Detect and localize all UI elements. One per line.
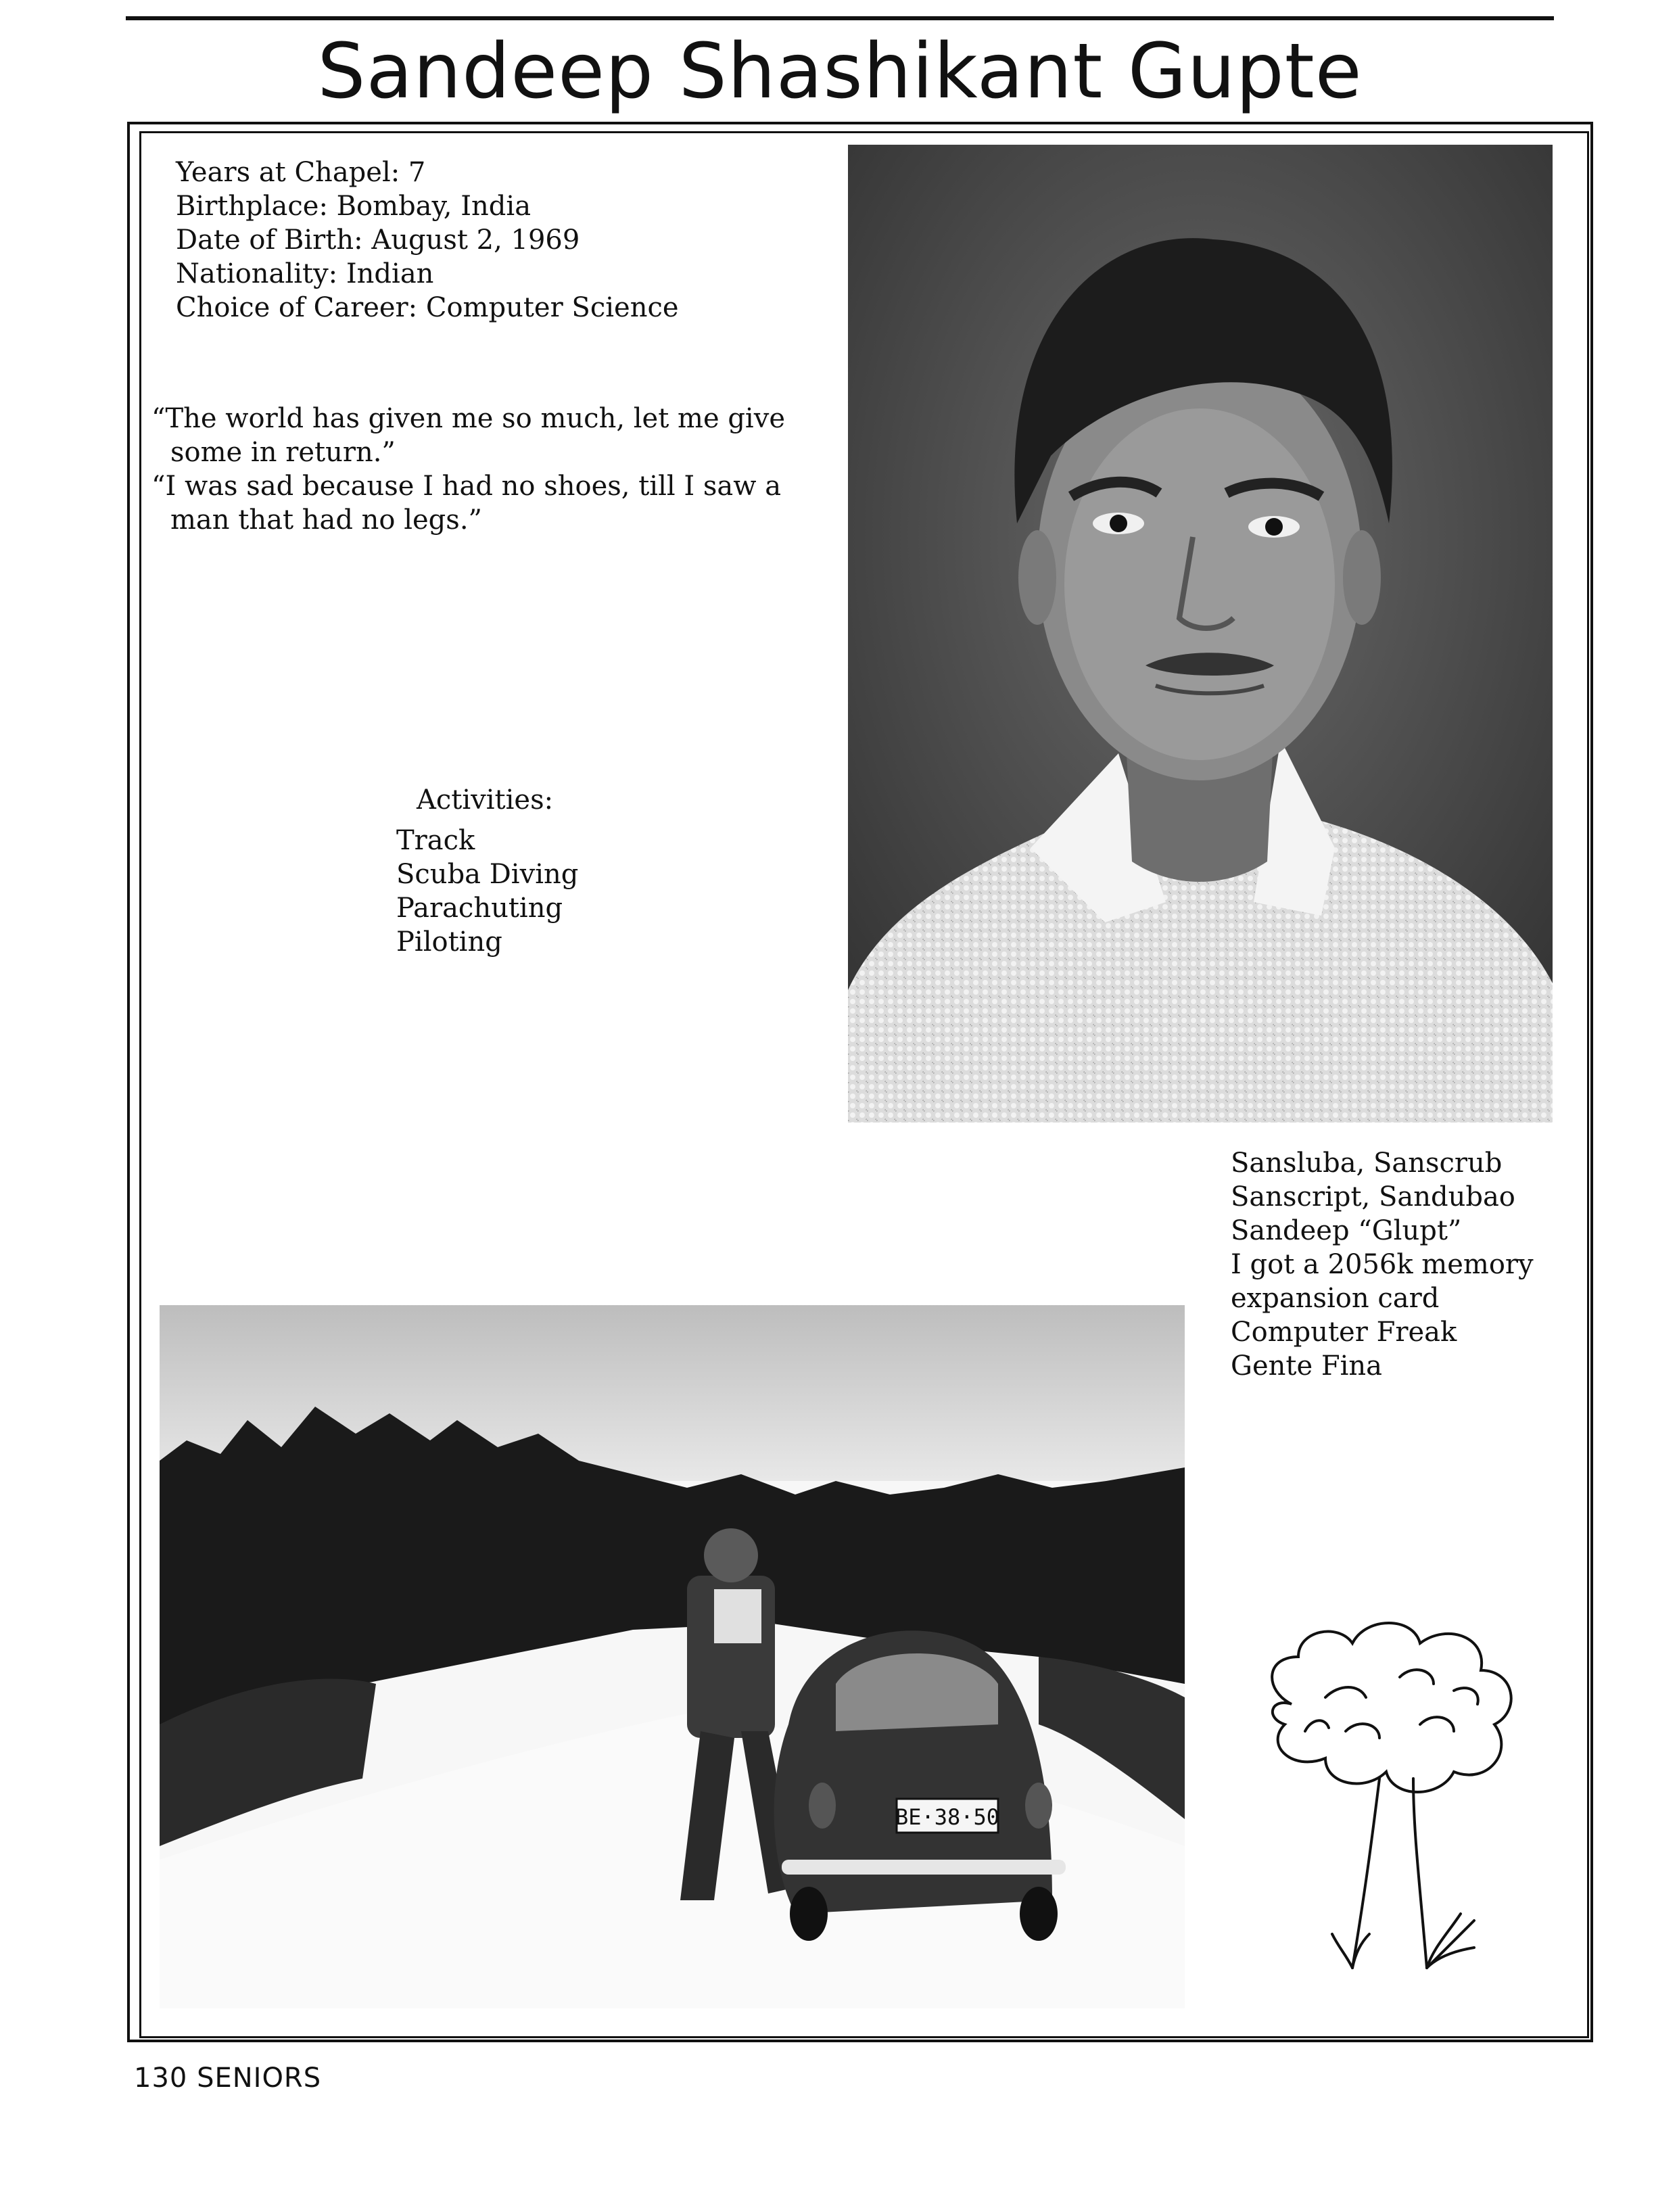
bio-years: Years at Chapel: 7	[176, 157, 426, 188]
page-title: Sandeep Shashikant Gupte	[317, 28, 1363, 116]
nicknames	[1231, 1146, 1534, 1383]
activities-heading: Activities:	[417, 784, 554, 816]
activity-item: Track	[396, 825, 475, 856]
nickname-line: expansion card	[1231, 1283, 1440, 1314]
activity-item: Piloting	[396, 926, 502, 958]
bio-career: Choice of Career: Computer Science	[176, 292, 679, 323]
nickname-line: I got a 2056k memory	[1231, 1249, 1534, 1280]
activities	[396, 783, 578, 959]
page-footer: 130 SENIORS	[134, 2063, 322, 2094]
license-plate: BE·38·50	[895, 1804, 1000, 1830]
nickname-line: Sandeep “Glupt”	[1231, 1215, 1462, 1246]
activity-item: Parachuting	[396, 893, 563, 924]
quote-2: “I was sad because I had no shoes, till I saw a man that had no legs.”	[151, 471, 782, 536]
bio-facts	[176, 156, 679, 325]
bio-birthplace: Birthplace: Bombay, India	[176, 191, 532, 222]
bio-date-of-birth: Date of Birth: August 2, 1969	[176, 225, 580, 256]
nickname-line: Sansluba, Sanscrub	[1231, 1148, 1503, 1179]
snow-car-photo	[160, 1305, 1185, 2008]
nickname-line: Computer Freak	[1231, 1317, 1457, 1348]
quote-1: “The world has given me so much, let me give some in return.”	[151, 403, 785, 468]
tree-doodle-icon	[1251, 1616, 1535, 1988]
activity-item: Scuba Diving	[396, 859, 579, 890]
nickname-line: Gente Fina	[1231, 1350, 1383, 1382]
portrait-photo	[848, 145, 1553, 1123]
quotes	[151, 402, 828, 537]
bio-nationality: Nationality: Indian	[176, 258, 434, 289]
top-rule	[126, 16, 1554, 20]
nickname-line: Sanscript, Sandubao	[1231, 1181, 1515, 1213]
